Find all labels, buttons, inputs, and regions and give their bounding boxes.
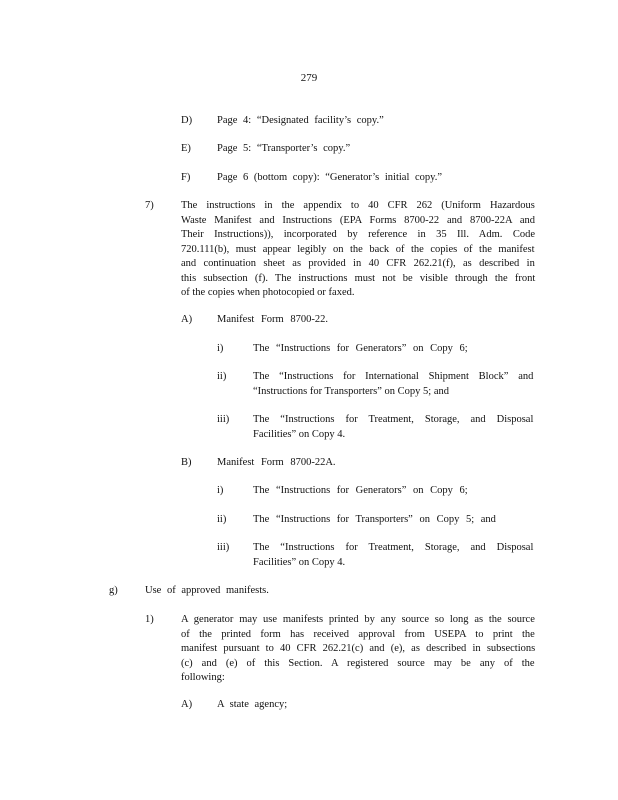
page-number: 279 — [300, 72, 318, 84]
subitem-line: Facilities” on Copy 4. — [253, 556, 346, 568]
subitem-label-b-iii: iii) — [217, 542, 230, 553]
paragraph-1-line: of the printed form has received approval from USEPA to print the — [181, 628, 535, 640]
subitem-line: The “Instructions for Treatment, Storage, and Disposal — [253, 542, 534, 553]
item-text-g-a: A state agency; — [217, 699, 288, 710]
item-label-f: F) — [181, 172, 191, 183]
subitem-label-a-i: i) — [217, 343, 224, 354]
paragraph-7-line: Their Instructions)), incorporated by reference in 35 Ill. Adm. Code — [181, 229, 535, 240]
paragraph-1-line: following: — [181, 672, 225, 683]
subitem-text-b-iii — [253, 541, 533, 570]
item-label-d: D) — [181, 115, 193, 126]
paragraph-1-line: (c) and (e) of this Section. A registered source may be any of the — [181, 657, 535, 669]
subitem-text-a-iii — [253, 413, 533, 442]
subitem-line: Facilities” on Copy 4. — [253, 428, 346, 440]
subitem-text-b-i: The “Instructions for Generators” on Copy 6; — [253, 485, 468, 496]
item-label-a: A) — [181, 314, 193, 325]
paragraph-1-line: A generator may use manifests printed by any source so long as the source — [181, 614, 535, 625]
item-text-d: Page 4: “Designated facility’s copy.” — [217, 115, 384, 126]
paragraph-7-line: 720.111(b), must appear legibly on the back of the copies of the manifest — [181, 243, 535, 255]
section-label-g: g) — [109, 585, 118, 596]
subitem-label-a-ii: ii) — [217, 371, 227, 382]
paragraph-7-line: this subsection (f). The instructions must not be visible through the front — [181, 272, 536, 284]
paragraph-label-1: 1) — [145, 614, 154, 625]
paragraph-7-line: and continuation sheet as provided in 40 CFR 262.21(f), as described in — [181, 258, 535, 269]
subitem-line: “Instructions for Transporters” on Copy 5; and — [253, 385, 449, 397]
item-text-e: Page 5: “Transporter’s copy.” — [217, 143, 351, 154]
subitem-text-b-ii: The “Instructions for Transporters” on Copy 5; and — [253, 514, 496, 525]
item-label-b: B) — [181, 457, 192, 468]
item-text-a: Manifest Form 8700-22. — [217, 314, 328, 325]
subitem-label-b-ii: ii) — [217, 514, 227, 525]
paragraph-7-line: of the copies when photocopied or faxed. — [181, 287, 355, 298]
item-label-g-a: A) — [181, 699, 193, 710]
subitem-label-b-i: i) — [217, 485, 224, 496]
subitem-line: The “Instructions for International Shipment Block” and — [253, 371, 534, 382]
item-text-f: Page 6 (bottom copy): “Generator’s initial copy.” — [217, 172, 443, 183]
paragraph-label-7: 7) — [145, 200, 154, 211]
paragraph-7-line: Waste Manifest and Instructions (EPA Forms 8700-22 and 8700-22A and — [181, 214, 536, 226]
paragraph-1 — [181, 613, 535, 686]
item-text-b: Manifest Form 8700-22A. — [217, 457, 336, 468]
subitem-line: The “Instructions for Treatment, Storage, and Disposal — [253, 414, 534, 425]
item-label-e: E) — [181, 143, 191, 154]
paragraph-7 — [181, 199, 535, 301]
subitem-text-a-i: The “Instructions for Generators” on Copy 6; — [253, 343, 468, 354]
subitem-label-a-iii: iii) — [217, 414, 230, 425]
paragraph-7-line: The instructions in the appendix to 40 CFR 262 (Uniform Hazardous — [181, 200, 535, 211]
section-text-g: Use of approved manifests. — [145, 585, 269, 596]
paragraph-1-line: manifest pursuant to 40 CFR 262.21(c) and (e), as described in subsections — [181, 643, 536, 654]
subitem-text-a-ii — [253, 370, 533, 399]
